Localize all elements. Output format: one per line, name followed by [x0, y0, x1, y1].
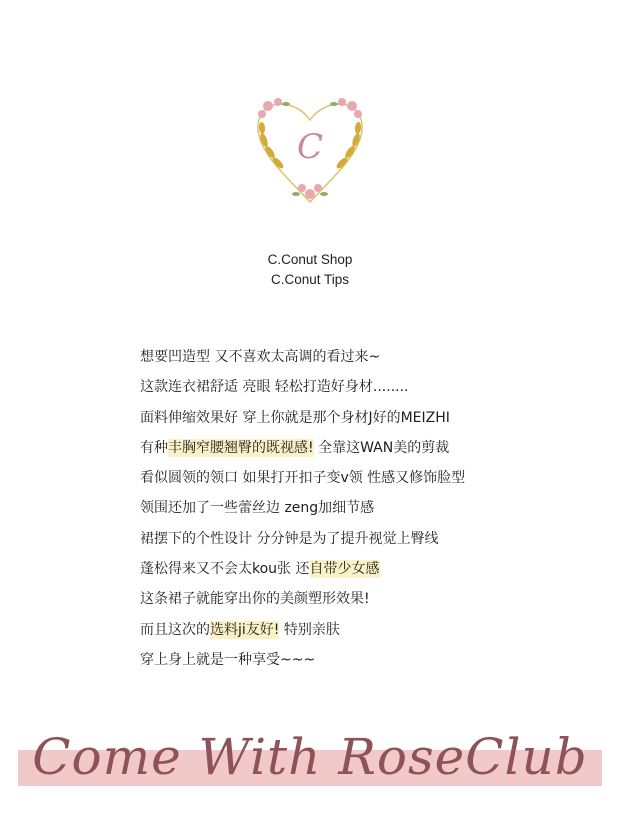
text-line: [140, 435, 560, 465]
highlighted-text: 自带少女感: [309, 561, 380, 578]
text-segment: 蓬松得来又不会太kou张 还: [140, 561, 310, 578]
text-line: [140, 617, 560, 647]
shop-name: C.Conut Shop: [267, 252, 353, 267]
product-description: [140, 344, 560, 677]
text-segment: 这条裙子就能穿出你的美颜塑形效果!: [140, 591, 370, 608]
text-segment: 特别亲肤: [279, 621, 340, 638]
text-segment: 全靠这WAN美的剪裁: [313, 439, 450, 456]
text-line: [140, 465, 560, 495]
text-segment: 而且这次的: [140, 621, 210, 638]
text-line: [140, 495, 560, 525]
banner-text: Come With RoseClub: [32, 728, 588, 786]
highlighted-text: 选料ji友好!: [210, 621, 280, 638]
text-segment: 看似圆领的领口 如果打开扣子变v领 性感又修饰脸型: [140, 470, 466, 487]
shop-info: [0, 250, 620, 290]
highlighted-text: 丰胸窄腰翘臀的既视感!: [168, 439, 314, 456]
text-segment: 裙摆下的个性设计 分分钟是为了提升视觉上臀线: [140, 530, 439, 547]
text-line: [140, 374, 560, 404]
text-line: [140, 405, 560, 435]
shop-tips: C.Conut Tips: [270, 272, 350, 287]
text-line: [140, 586, 560, 616]
heart-wreath-logo: [250, 90, 370, 215]
text-line: [140, 526, 560, 556]
logo-letter: C: [296, 127, 324, 167]
text-segment: 这款连衣裙舒适 亮眼 轻松打造好身材........: [140, 379, 409, 396]
text-segment: 想要凹造型 又不喜欢太高调的看过来~: [140, 349, 381, 365]
text-line: [140, 344, 560, 374]
text-segment: 有种: [140, 439, 168, 456]
text-line: [140, 556, 560, 586]
text-segment: 领围还加了一些蕾丝边 zeng加细节感: [140, 500, 375, 517]
text-segment: 穿上身上就是一种享受~~~: [140, 651, 316, 668]
text-segment: 面料伸缩效果好 穿上你就是那个身材J好的MEIZHI: [140, 409, 450, 426]
text-line: [140, 647, 560, 677]
